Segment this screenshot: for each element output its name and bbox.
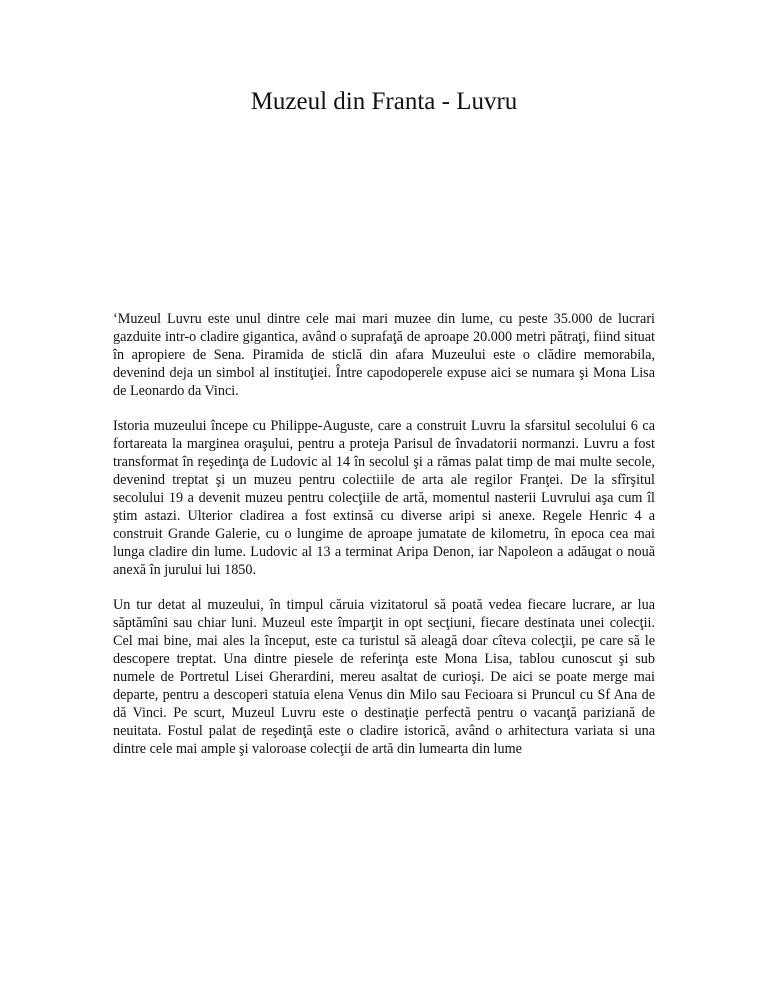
paragraph-history: Istoria muzeului începe cu Philippe-Auguste, care a construit Luvru la sfarsitul secolului 6 ca fortareata la marginea oraşului, pentru a proteja Parisul de învadatorii normanzi. Luvru a fost transformat în reşedinţa de Ludovic al 14 în secolul şi a rămas palat timp de mai multe secole, devenind treptat şi un muzeu pentru colectiile de arta ale regilor Franţei. De la sfîrşitul secolului 19 a devenit muzeu pentru colecţiile de artă, momentul nasterii Luvrului aşa cum îl ştim astazi. Ulterior cladirea a fost extinsă cu diverse aripi si anexe. Regele Henric 4 a construit Grande Galerie, cu o lungime de aproape jumatate de kilometru, în epoca cea mai lunga cladire din lume. Ludovic al 13 a terminat Aripa Denon, iar Napoleon a adăugat o nouă anexă în jurului lui 1850. (113, 418, 655, 578)
document-body (113, 311, 655, 777)
paragraph-tour: Un tur detat al muzeului, în timpul căruia vizitatorul să poată vedea fiecare lucrare, ar lua săptămîni sau chiar luni. Muzeul este împarţit in opt secţiuni, fiecare destinata unei colecţii. Cel mai bine, mai ales la început, este ca turistul să aleagă doar cîteva colecţii, pe care să le descopere treptat. Una dintre piesele de referinţa este Mona Lisa, tablou cunoscut şi sub numele de Portretul Lisei Gherardini, mereu asaltat de curioşi. De aici se poate merge mai departe, pentru a descoperi statuia elena Venus din Milo sau Fecioara si Pruncul cu Sf Ana de dă Vinci. Pe scurt, Muzeul Luvru este o destinaţie perfectă pentru o vacanţă pariziană de neuitata. Fostul palat de reşedinţă este o cladire istorică, având o arhitectura variata si una dintre cele mai ample şi valoroase colecţii de artă din lumearta din lume (113, 597, 655, 757)
document-title: Muzeul din Franta - Luvru (250, 88, 518, 115)
paragraph-intro: ‘Muzeul Luvru este unul dintre cele mai mari muzee din lume, cu peste 35.000 de lucrari gazduite intr-o cladire gigantica, având o suprafaţă de aproape 20.000 metri pătraţi, fiind situat în apropiere de Sena. Piramida de sticlă din afara Muzeului este o clădire memorabila, devenind deja un simbol al instituţiei. Între capodoperele expuse aici se numara şi Mona Lisa de Leonardo da Vinci. (113, 311, 655, 399)
